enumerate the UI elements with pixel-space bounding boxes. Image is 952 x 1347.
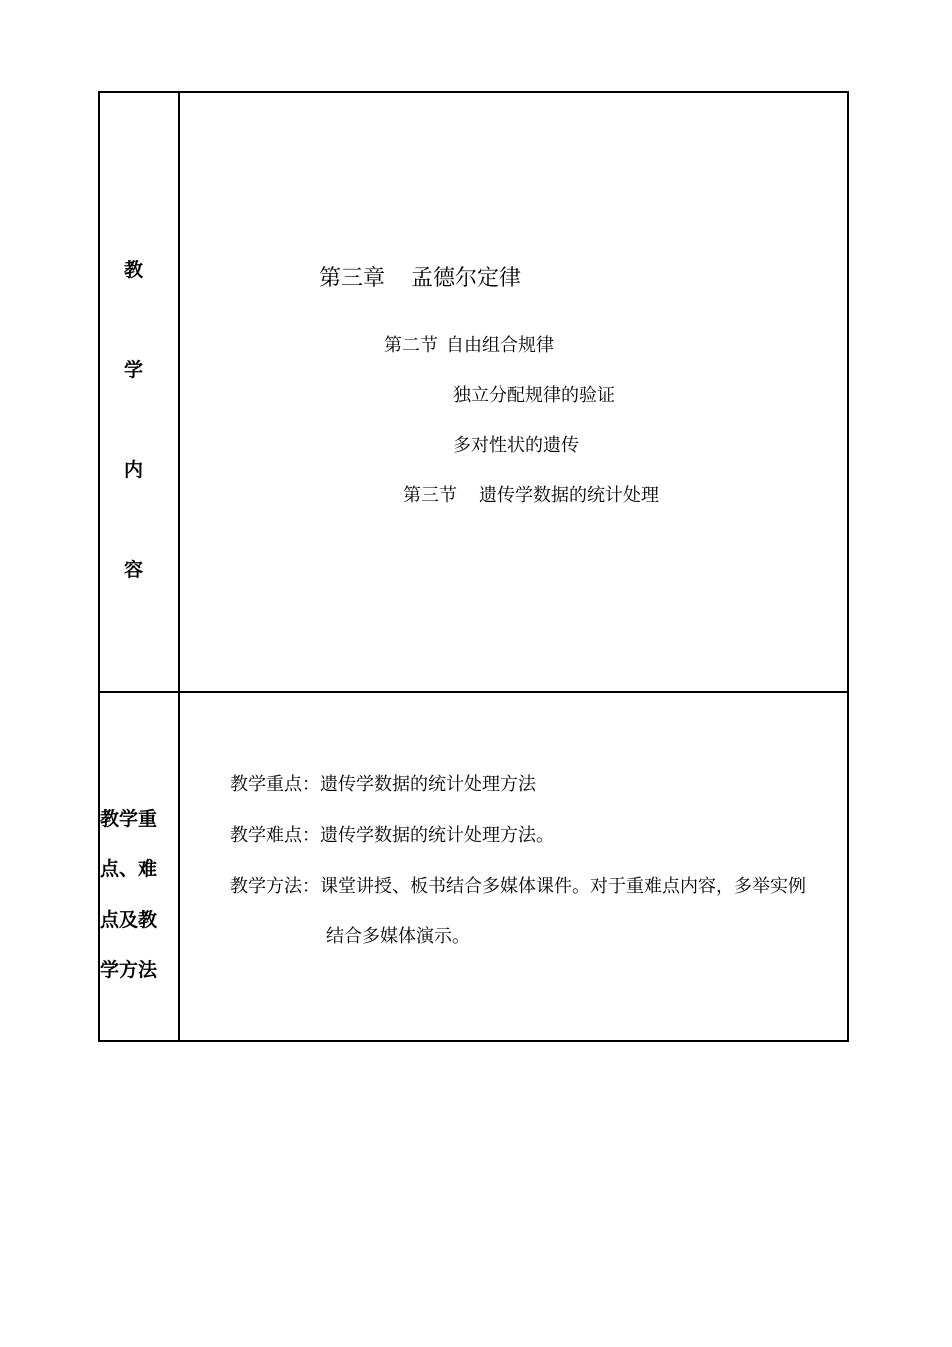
section-prefix: 第二节 <box>384 335 438 356</box>
item-label: 教学重点： <box>230 774 320 795</box>
item-label: 教学难点： <box>230 825 320 846</box>
section2-label-line: 点及教 <box>100 909 158 931</box>
teaching-method <box>230 876 806 898</box>
item-text: 遗传学数据的统计处理方法。 <box>320 825 554 846</box>
section-title: 遗传学数据的统计处理 <box>479 485 659 506</box>
teaching-difficulty <box>230 825 554 847</box>
item-text: 遗传学数据的统计处理方法 <box>320 774 536 795</box>
teaching-focus <box>230 774 536 796</box>
section1-label-char: 教 <box>124 259 144 281</box>
section-title: 自由组合规律 <box>446 335 554 356</box>
section1-label-char: 学 <box>124 359 144 381</box>
content-line-subtopic: 独立分配规律的验证 <box>453 385 615 406</box>
content-line-section2 <box>384 335 554 357</box>
section2-label-line: 点、难 <box>100 858 158 880</box>
content-line-subtopic: 多对性状的遗传 <box>453 435 579 456</box>
section1-label-char: 容 <box>124 559 144 581</box>
chapter-number: 第三章 <box>319 266 386 291</box>
section1-label-char: 内 <box>124 459 144 481</box>
row-divider <box>100 691 847 693</box>
section-prefix: 第三节 <box>403 485 457 506</box>
chapter-title: 孟德尔定律 <box>411 266 522 291</box>
content-line-section3 <box>403 485 659 507</box>
column-divider <box>178 93 180 1040</box>
section2-label-line: 学方法 <box>100 959 158 981</box>
section2-label-line: 教学重 <box>100 808 158 830</box>
item-label: 教学方法： <box>230 876 320 897</box>
item-text: 课堂讲授、板书结合多媒体课件。对于重难点内容，多举实例 <box>320 876 806 897</box>
lesson-table <box>98 91 849 1042</box>
chapter-heading <box>319 266 521 292</box>
teaching-method-continuation: 结合多媒体演示。 <box>326 926 470 947</box>
